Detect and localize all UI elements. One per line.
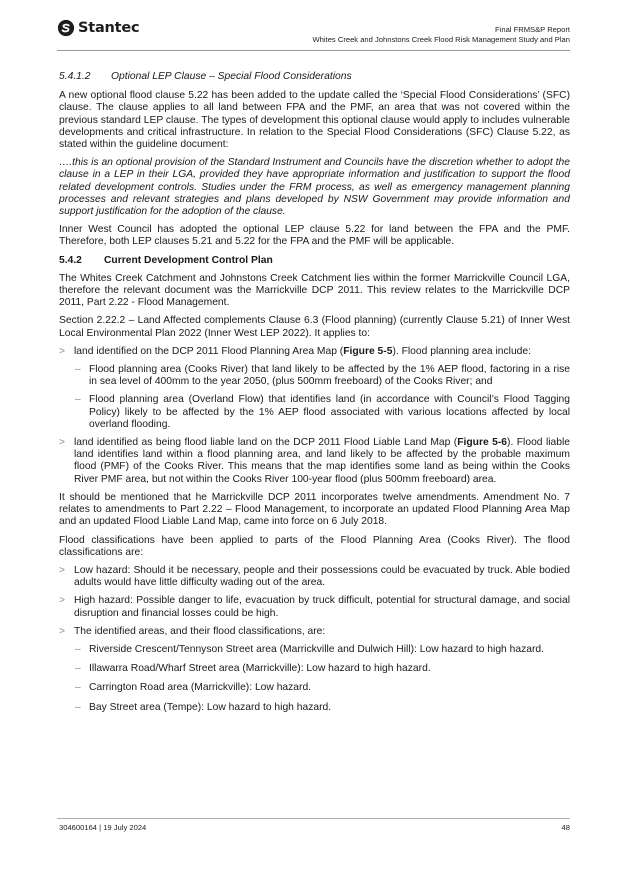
report-header <box>313 25 570 45</box>
paragraph: It should be mentioned that he Marrickville DCP 2011 incorporates twelve amendments. Amendment No. 7 relates to amendments to Part 2.22 – Flood Management, to incorporate an updated Flood Planning Area Map and an updated Flood Liable Land Map, came into force on 6 July 2018. <box>59 491 570 528</box>
list-item: > The identified areas, and their flood classifications, are: – Riverside Crescent/Tennyson Street area (Marrickville and Dulwich Hill): Low hazard to high hazard. – Illawarra Road/Wharf Street area (Marrickville): Low hazard to high hazard. – Carrington Road area (Marrickville): Low hazard. – Bay Street area (Tempe): Low hazard to high hazard. <box>59 626 570 714</box>
sub-list-item: – Flood planning area (Overland Flow) that identifies land (in accordance with Council’s Flood Tagging Policy) likely to be affected by the 1% AEP flood associated with various locations affected by local overland flooding. <box>74 394 570 431</box>
figure-reference: Figure 5-6 <box>457 437 508 449</box>
header-divider <box>57 50 570 51</box>
list-item: > land identified as being flood liable land on the DCP 2011 Flood Liable Land Map (Figure 5-6). Flood liable land identifies land within a flood planning area, and land likely to be affected by the probable maximum flood (PMF) of the Cooks River. This means that the map identifies some land as being within the Cooks River PMF area, but not within the Cooks River 100-year flood (plus 500mm freeboard) area. <box>59 437 570 486</box>
page-content <box>59 71 570 721</box>
sub-list-item: – Carrington Road area (Marrickville): Low hazard. <box>74 682 570 694</box>
paragraph: The Whites Creek Catchment and Johnstons Creek Catchment lies within the former Marrickville Council LGA, therefore the relevant document was the Marrickville DCP 2011. This review relates to the Marrickville DCP 2011, Part 2.22 - Flood Management. <box>59 272 570 309</box>
section-heading-5412 <box>59 71 570 83</box>
sub-list <box>74 364 570 431</box>
list-item: > Low hazard: Should it be necessary, people and their possessions could be evacuated by truck. Able bodied adults would have little difficulty wading out of the area. <box>59 565 570 589</box>
document-reference: 304600164 | 19 July 2024 <box>59 823 147 832</box>
logo-wordmark: Stantec <box>78 20 140 36</box>
sub-list-item: – Illawarra Road/Wharf Street area (Marrickville): Low hazard to high hazard. <box>74 663 570 675</box>
section-title: Current Development Control Plan <box>104 254 273 266</box>
page-number: 48 <box>561 823 570 832</box>
paragraph: Inner West Council has adopted the optional LEP clause 5.22 for land between the FPA and the PMF. Therefore, both LEP clauses 5.21 and 5.22 for the FPA and the PMF will be applicable. <box>59 224 570 248</box>
report-subtitle: Whites Creek and Johnstons Creek Flood Risk Management Study and Plan <box>312 35 570 44</box>
paragraph: Section 2.22.2 – Land Affected complements Clause 6.3 (Flood planning) (currently Clause 5.21) of Inner West Local Environmental Plan 2022 (Inner West LEP 2022). It applies to: <box>59 315 570 339</box>
sub-list-item: – Riverside Crescent/Tennyson Street area (Marrickville and Dulwich Hill): Low hazard to high hazard. <box>74 644 570 656</box>
footer-divider <box>57 818 570 819</box>
figure-reference: Figure 5-5 <box>343 345 393 357</box>
identified-areas-list <box>74 644 570 714</box>
sub-list-item: – Bay Street area (Tempe): Low hazard to high hazard. <box>74 702 570 714</box>
stantec-logo <box>57 19 139 37</box>
guideline-quote: ….this is an optional provision of the Standard Instrument and Councils have the discretion whether to adopt the clause in a LEP in their LGA, provided they have appropriate information and justification to support the flood related development controls. Studies under the FRM process, as well as emergency management planning processes and relevant strategies and plans developed by NSW Government may provide information and support justification for the adoption of the clause. <box>59 157 570 218</box>
list-item: > land identified on the DCP 2011 Flood Planning Area Map (Figure 5-5). Flood planning area include: – Flood planning area (Cooks River) that land likely to be affected by the 1% AEP flood, factoring in a rise in sea level of 400mm to the year 2050, (plus 500mm freeboard) of the Cooks River; and – Flood planning area (Overland Flow) that identifies land (in accordance with Council’s Flood Tagging Policy) likely to be affected by the 1% AEP flood associated with various locations affected by local overland flooding. <box>59 346 570 431</box>
sub-list-item: – Flood planning area (Cooks River) that land likely to be affected by the 1% AEP flood, factoring in a rise in sea level of 400mm to the year 2050, (plus 500mm freeboard) of the Cooks River; and <box>74 364 570 388</box>
stantec-logo-icon <box>57 19 75 37</box>
list-item: > High hazard: Possible danger to life, evacuation by truck difficult, potential for structural damage, and social disruption and financial losses could be high. <box>59 595 570 619</box>
applies-to-list <box>59 346 570 486</box>
section-number: 5.4.1.2 <box>59 71 91 82</box>
flood-classification-list <box>59 565 570 714</box>
section-number: 5.4.2 <box>59 254 82 266</box>
paragraph: Flood classifications have been applied to parts of the Flood Planning Area (Cooks River). The flood classifications are: <box>59 534 570 558</box>
section-heading-542 <box>59 255 570 267</box>
paragraph: A new optional flood clause 5.22 has been added to the update called the ‘Special Flood Considerations’ (SFC) clause. The clause applies to all land between FPA and the PMF, an area that was not covered within the previous standard LEP clause. The types of development this optional clause would apply to includes vulnerable developments and critical infrastructure. In relation to the Special Flood Considerations (SFC) Clause 5.22, as stated within the guideline document: <box>59 90 570 151</box>
section-title: Optional LEP Clause – Special Flood Considerations <box>111 71 352 82</box>
report-title: Final FRMS&P Report <box>495 25 570 34</box>
